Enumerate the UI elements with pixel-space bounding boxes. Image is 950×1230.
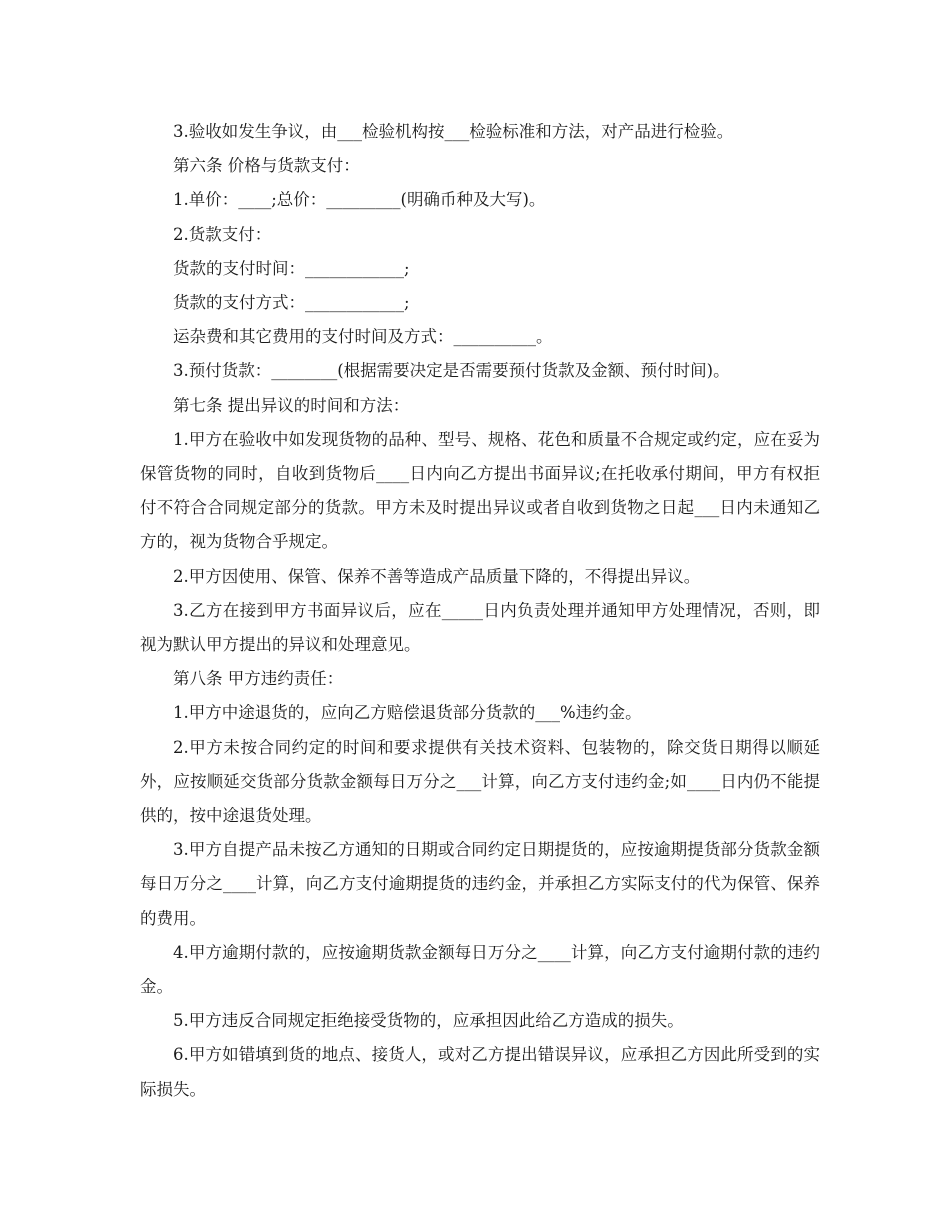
paragraph-unit-price: 1.单价：____;总价：_________(明确币种及大写)。 xyxy=(173,190,546,210)
paragraph-liability-3: 3.甲方自提产品未按乙方通知的日期或合同约定日期提货的，应按逾期提货部分货款金额每日万分之____计算，向乙方支付逾期提货的违约金，并承担乙方实际支付的代为保管、保养的费用。 xyxy=(140,840,820,928)
paragraph-payment-method: 货款的支付方式：____________; xyxy=(173,293,410,313)
paragraph-inspection-dispute: 3.验收如发生争议，由___检验机构按___检验标准和方法，对产品进行检验。 xyxy=(173,122,734,141)
paragraph-prepayment: 3.预付货款：________(根据需要决定是否需要预付货款及金额、预付时间)。 xyxy=(173,361,730,381)
paragraph-payment-time: 货款的支付时间：____________; xyxy=(173,258,410,278)
paragraph-objection-3: 3.乙方在接到甲方书面异议后，应在_____日内负责处理并通知甲方处理情况，否则，即视为默认甲方提出的异议和处理意见。 xyxy=(140,600,820,655)
paragraph-liability-2: 2.甲方未按合同约定的时间和要求提供有关技术资料、包装物的，除交货日期得以顺延外，应按顺延交货部分货款金额每日万分之___计算，向乙方支付违约金;如____日内仍不能提供的，按中途退货处理。 xyxy=(140,737,820,826)
paragraph-liability-1: 1.甲方中途退货的，应向乙方赔偿退货部分货款的___%违约金。 xyxy=(173,703,642,723)
document-body xyxy=(140,115,820,1107)
paragraph-objection-2: 2.甲方因使用、保管、保养不善等造成产品质量下降的，不得提出异议。 xyxy=(173,566,701,586)
paragraph-liability-4: 4.甲方逾期付款的，应按逾期货款金额每日万分之____计算，向乙方支付逾期付款的违约金。 xyxy=(140,942,820,997)
paragraph-liability-6: 6.甲方如错填到货的地点、接货人，或对乙方提出错误异议，应承担乙方因此所受到的实际损失。 xyxy=(140,1045,820,1099)
heading-article-6: 第六条 价格与货款支付： xyxy=(173,156,360,176)
paragraph-liability-5: 5.甲方违反合同规定拒绝接受货物的，应承担因此给乙方造成的损失。 xyxy=(173,1011,684,1031)
paragraph-freight-fees: 运杂费和其它费用的支付时间及方式：__________。 xyxy=(173,327,553,347)
heading-article-8: 第八条 甲方违约责任： xyxy=(173,669,344,689)
paragraph-payment: 2.货款支付： xyxy=(173,224,272,244)
paragraph-objection-1: 1.甲方在验收中如发现货物的品种、型号、规格、花色和质量不合规定或约定，应在妥为保管货物的同时，自收到货物后____日内向乙方提出书面异议;在托收承付期间，甲方有权拒付不符合合同规定部分的货款。甲方未及时提出异议或者自收到货物之日起___日内未通知乙方的，视为货物合乎规定。 xyxy=(140,429,820,552)
heading-article-7: 第七条 提出异议的时间和方法： xyxy=(173,395,410,415)
